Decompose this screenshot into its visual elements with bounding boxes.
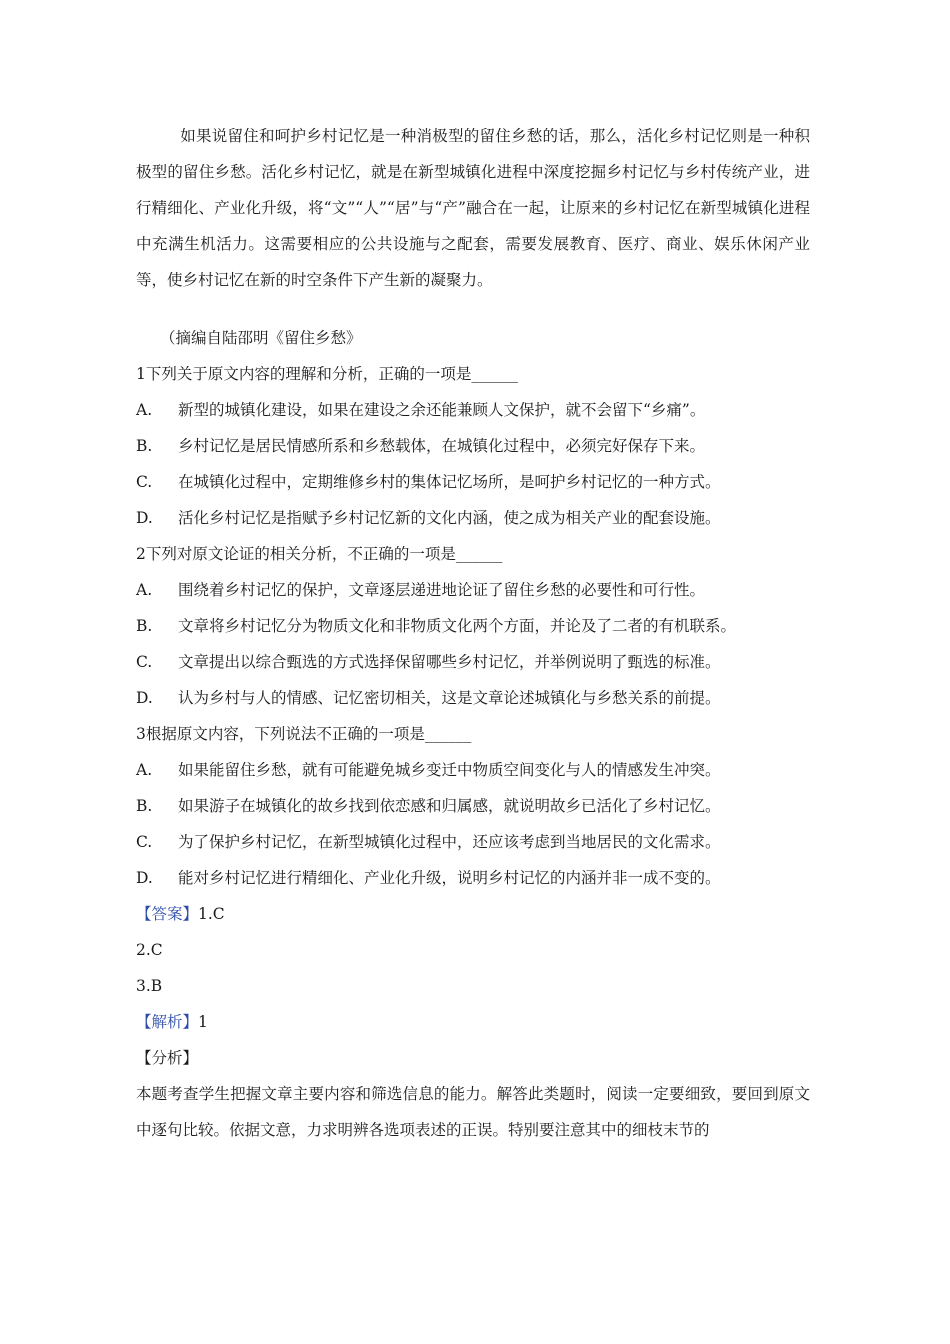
question-2-option-b: B. 文章将乡村记忆分为物质文化和非物质文化两个方面，并论及了二者的有机联系。 bbox=[136, 617, 737, 635]
answer-label: 【答案】 bbox=[136, 905, 199, 923]
question-2-option-c: C. 文章提出以综合甄选的方式选择保留哪些乡村记忆，并举例说明了甄选的标准。 bbox=[136, 653, 721, 671]
question-3-option-a: A. 如果能留住乡愁，就有可能避免城乡变迁中物质空间变化与人的情感发生冲突。 bbox=[136, 761, 721, 779]
question-3-option-c: C. 为了保护乡村记忆，在新型城镇化过程中，还应该考虑到当地居民的文化需求。 bbox=[136, 833, 721, 851]
question-2-stem: 2下列对原文论证的相关分析，不正确的一项是______ bbox=[136, 545, 503, 563]
question-1-option-a: A. 新型的城镇化建设，如果在建设之余还能兼顾人文保护，就不会留下“乡痛”。 bbox=[136, 401, 706, 419]
analysis-label: 【解析】 bbox=[136, 1013, 199, 1031]
question-1-option-d: D. 活化乡村记忆是指赋予乡村记忆新的文化内涵，使之成为相关产业的配套设施。 bbox=[136, 509, 721, 527]
analysis-line: 【解析】1 bbox=[136, 1013, 208, 1031]
question-3-option-d: D. 能对乡村记忆进行精细化、产业化升级，说明乡村记忆的内涵并非一成不变的。 bbox=[136, 869, 721, 887]
question-2-option-a: A. 围绕着乡村记忆的保护，文章逐层递进地论证了留住乡愁的必要性和可行性。 bbox=[136, 581, 706, 599]
answer-line-2: 2.C bbox=[136, 941, 163, 959]
question-1-option-b: B. 乡村记忆是居民情感所系和乡愁载体，在城镇化过程中，必须完好保存下来。 bbox=[136, 437, 706, 455]
question-2-option-d: D. 认为乡村与人的情感、记忆密切相关，这是文章论述城镇化与乡愁关系的前提。 bbox=[136, 689, 721, 707]
question-1-option-c: C. 在城镇化过程中，定期维修乡村的集体记忆场所，是呵护乡村记忆的一种方式。 bbox=[136, 473, 721, 491]
passage-source: （摘编自陆邵明《留住乡愁》 bbox=[160, 329, 362, 347]
answer-line-3: 3.B bbox=[136, 977, 163, 995]
question-3-option-b: B. 如果游子在城镇化的故乡找到依恋感和归属感，就说明故乡已活化了乡村记忆。 bbox=[136, 797, 721, 815]
question-1-stem: 1下列关于原文内容的理解和分析，正确的一项是______ bbox=[136, 365, 518, 383]
passage-paragraph: 如果说留住和呵护乡村记忆是一种消极型的留住乡愁的话，那么，活化乡村记忆则是一种积极型的留住乡愁。活化乡村记忆，就是在新型城镇化进程中深度挖掘乡村记忆与乡村传统产业，进行精细化、产业化升级，将“文”“人”“居”与“产”融合在一起，让原来的乡村记忆在新型城镇化进程中充满生机活力。这需要相应的公共设施与之配套，需要发展教育、医疗、商业、娱乐休闲产业等，使乡村记忆在新的时空条件下产生新的凝聚力。 bbox=[136, 127, 810, 289]
analysis-paragraph: 本题考查学生把握文章主要内容和筛选信息的能力。解答此类题时，阅读一定要细致，要回到原文中逐句比较。依据文意，力求明辨各选项表述的正误。特别要注意其中的细枝末节的 bbox=[136, 1085, 810, 1139]
analysis-sub-label: 【分析】 bbox=[136, 1049, 199, 1067]
answer-line: 【答案】1.C bbox=[136, 905, 225, 923]
question-3-stem: 3根据原文内容，下列说法不正确的一项是______ bbox=[136, 725, 472, 743]
